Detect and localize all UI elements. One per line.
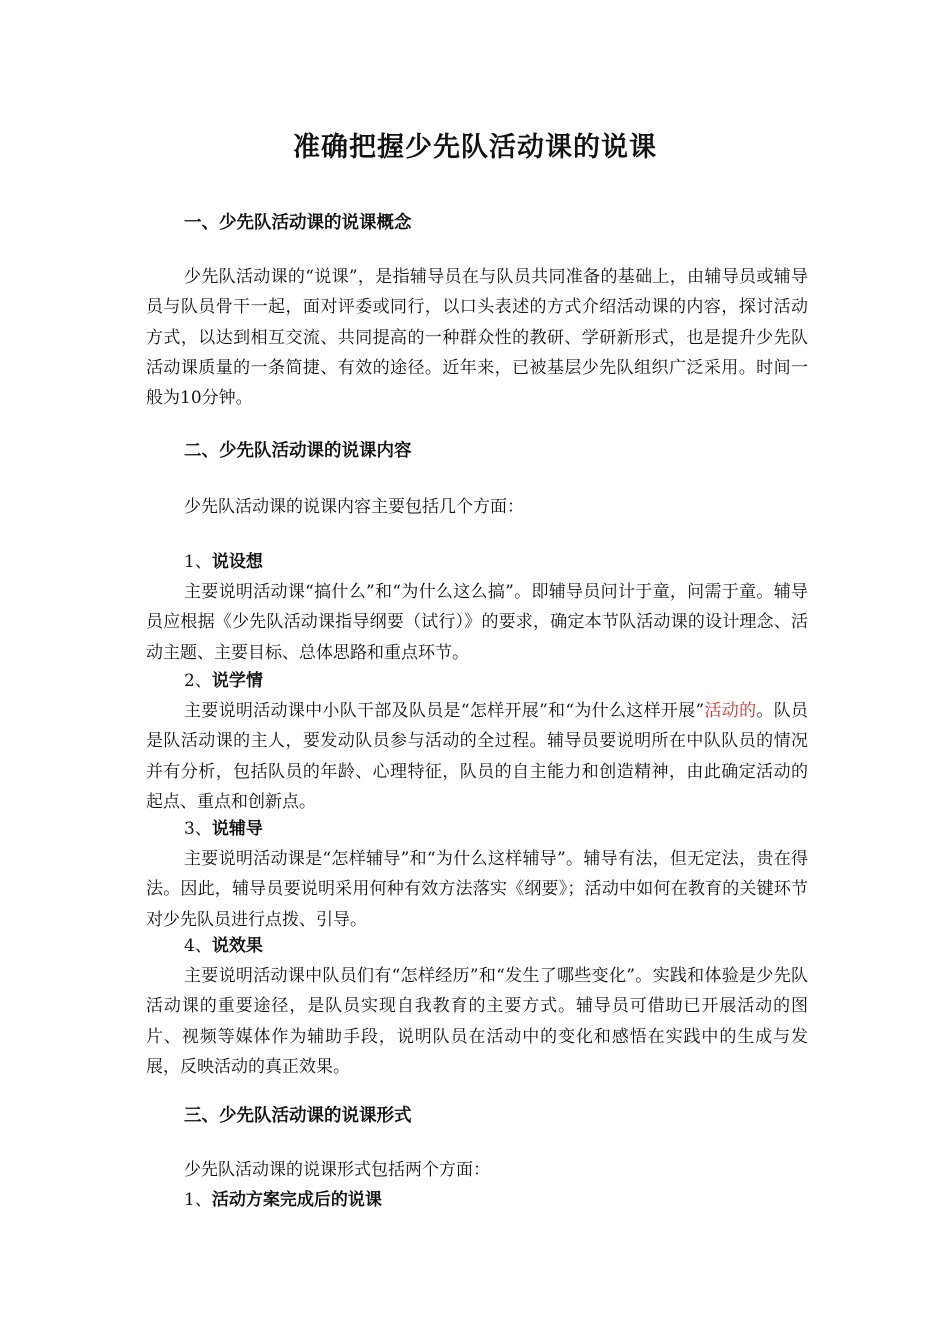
item-label: 活动方案完成后的说课 <box>211 1190 382 1210</box>
item-label: 说设想 <box>211 552 263 572</box>
document-title: 准确把握少先队活动课的说课 <box>293 132 657 163</box>
item-label: 说辅导 <box>211 819 263 839</box>
section-heading-content: 二、少先队活动课的说课内容 <box>184 441 412 461</box>
item-number: 1、 <box>184 552 212 572</box>
item-paragraph-3: 主要说明活动课是“怎样辅导”和“为什么这样辅导”。辅导有法，但无定法，贵在得法。因此，辅导员要说明采用何种有效方法落实《纲要》；活动中如何在教育的关键环节对少先队员进行点拨、引导。 <box>146 849 808 930</box>
subheading-item-2 <box>184 666 263 696</box>
subheading-item-1 <box>184 547 263 577</box>
item-number: 3、 <box>184 819 212 839</box>
section-heading-form: 三、少先队活动课的说课形式 <box>184 1106 412 1126</box>
item-number: 4、 <box>184 936 212 956</box>
section-heading-concept: 一、少先队活动课的说课概念 <box>184 213 412 233</box>
item-number: 2、 <box>184 671 212 691</box>
item-label: 说学情 <box>211 671 263 691</box>
section-paragraph-concept: 少先队活动课的“说课”，是指辅导员在与队员共同准备的基础上，由辅导员或辅导员与队员骨干一起，面对评委或同行，以口头表述的方式介绍活动课的内容，探讨活动方式，以达到相互交流、共同提高的一种群众性的教研、学研新形式，也是提升少先队活动课质量的一条简捷、有效的途径。近年来，已被基层少先队组织广泛采用。时间一般为10分钟。 <box>146 267 808 409</box>
item-paragraph-1: 主要说明活动课“搞什么”和“为什么这么搞”。即辅导员问计于童，问需于童。辅导员应根据《少先队活动课指导纲要（试行）》的要求，确定本节队活动课的设计理念、活动主题、主要目标、总体思路和重点环节。 <box>146 582 808 663</box>
item-number: 1、 <box>184 1190 212 1210</box>
paragraph-text: 主要说明活动课中小队干部及队员是“怎样开展”和“为什么这样开展” <box>184 701 705 721</box>
subheading-item-4 <box>184 931 263 961</box>
section-intro-form: 少先队活动课的说课形式包括两个方面： <box>184 1160 490 1180</box>
item-paragraph-2 <box>146 696 808 817</box>
highlighted-text: 活动的 <box>704 701 757 721</box>
subheading-form-item-1 <box>184 1185 382 1215</box>
item-label: 说效果 <box>211 936 263 956</box>
item-paragraph-4: 主要说明活动课中队员们有“怎样经历”和“发生了哪些变化”。实践和体验是少先队活动课的重要途径，是队员实现自我教育的主要方式。辅导员可借助已开展活动的图片、视频等媒体作为辅助手段，说明队员在活动中的变化和感悟在实践中的生成与发展，反映活动的真正效果。 <box>146 966 808 1077</box>
paragraph-text: 。队员是队活动课的主人，要发动队员参与活动的全过程。辅导员要说明所在中队队员的情况并有分析，包括队员的年龄、心理特征，队员的自主能力和创造精神，由此确定活动的起点、重点和创新点。 <box>146 701 809 812</box>
subheading-item-3 <box>184 814 263 844</box>
section-intro-content: 少先队活动课的说课内容主要包括几个方面： <box>184 497 524 517</box>
